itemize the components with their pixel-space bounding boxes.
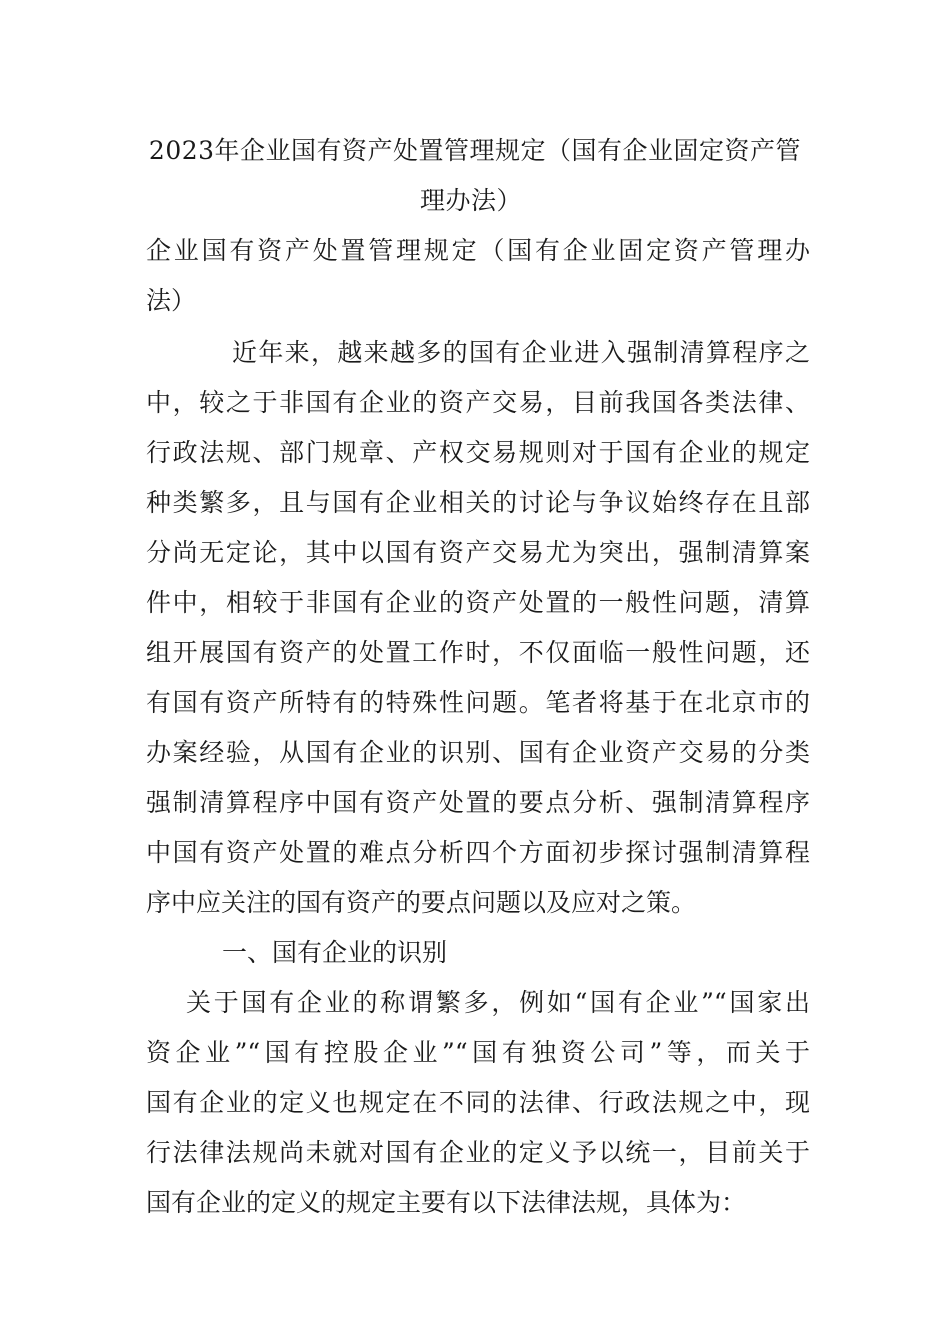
paragraph-line: 国有企业的定义也规定在不同的法律、行政法规之中，现	[146, 1088, 810, 1117]
section-heading: 一、国有企业的识别	[222, 938, 448, 967]
paragraph-line: 种类繁多，且与国有企业相关的讨论与争议始终存在且部	[146, 488, 810, 517]
paragraph-line: 办案经验，从国有企业的识别、国有企业资产交易的分类	[146, 738, 810, 767]
document-title-line-2: 理办法）	[420, 186, 523, 215]
paragraph-line: 有国有资产所特有的特殊性问题。笔者将基于在北京市的	[146, 688, 810, 717]
paragraph-line: 行政法规、部门规章、产权交易规则对于国有企业的规定	[146, 438, 810, 467]
paragraph-line: 关于国有企业的称谓繁多，例如“国有企业”“国家出	[186, 988, 810, 1017]
paragraph-line: 件中，相较于非国有企业的资产处置的一般性问题，清算	[146, 588, 810, 617]
subtitle-line-1: 企业国有资产处置管理规定（国有企业固定资产管理办	[146, 236, 810, 265]
paragraph-line: 国有企业的定义的规定主要有以下法律法规，具体为：	[146, 1188, 747, 1217]
paragraph-line: 中，较之于非国有企业的资产交易，目前我国各类法律、	[146, 388, 810, 417]
paragraph-line: 中国有资产处置的难点分析四个方面初步探讨强制清算程	[146, 838, 810, 867]
document-title-line-1: 2023年企业国有资产处置管理规定（国有企业固定资产管	[148, 136, 802, 165]
paragraph-line: 序中应关注的国有资产的要点问题以及应对之策。	[146, 888, 697, 917]
paragraph-line: 强制清算程序中国有资产处置的要点分析、强制清算程序	[146, 788, 810, 817]
paragraph-line: 资企业”“国有控股企业”“国有独资公司”等，而关于	[146, 1038, 810, 1067]
paragraph-line: 组开展国有资产的处置工作时，不仅面临一般性问题，还	[146, 638, 810, 667]
paragraph-line: 分尚无定论，其中以国有资产交易尤为突出，强制清算案	[146, 538, 810, 567]
paragraph-line: 行法律法规尚未就对国有企业的定义予以统一，目前关于	[146, 1138, 810, 1167]
paragraph-line: 近年来，越来越多的国有企业进入强制清算程序之	[232, 338, 810, 367]
subtitle-line-2: 法）	[146, 286, 197, 315]
